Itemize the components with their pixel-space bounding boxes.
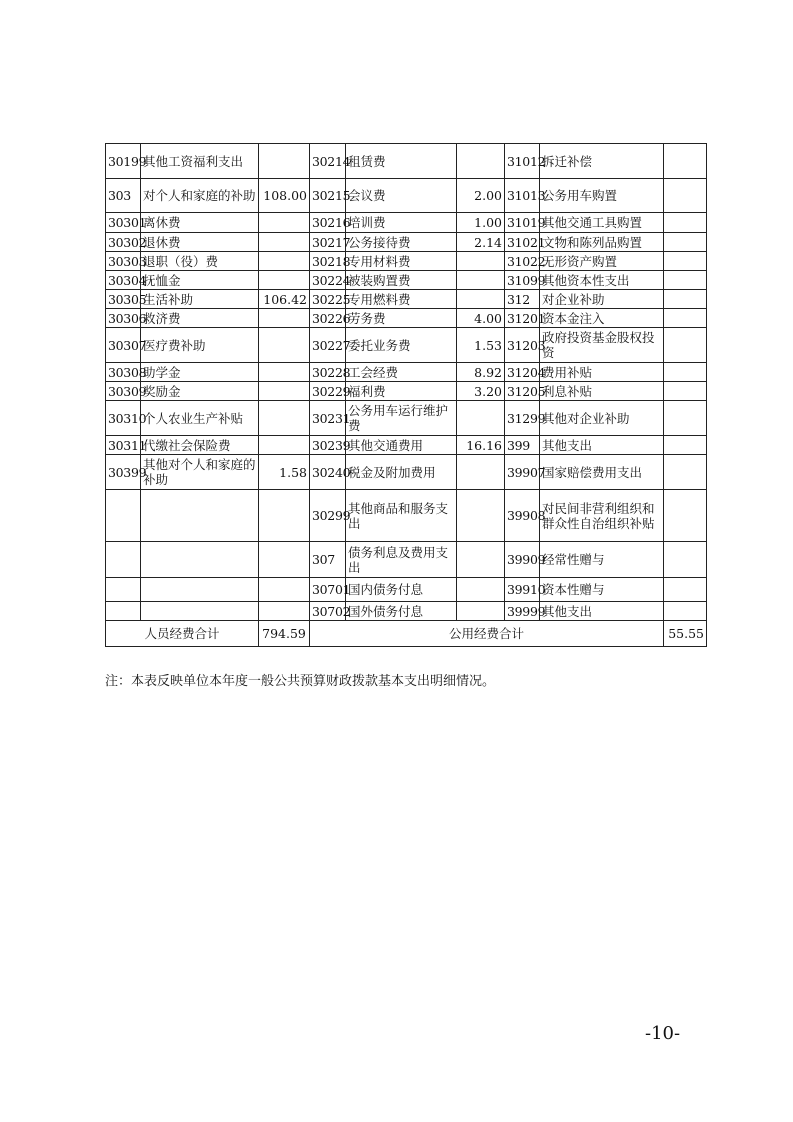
item-name-cell: 国家赔偿费用支出: [540, 455, 664, 490]
amount-cell: [259, 401, 310, 436]
item-name-cell: [141, 602, 259, 621]
economic-code-cell: 31019: [505, 213, 540, 233]
economic-code-cell: 30311: [106, 436, 141, 455]
economic-code-cell: 30199: [106, 144, 141, 179]
amount-cell: 106.42: [259, 290, 310, 309]
economic-code-cell: 30310: [106, 401, 141, 436]
amount-cell: [664, 401, 707, 436]
economic-code-cell: 39909: [505, 542, 540, 578]
economic-code-cell: 399: [505, 436, 540, 455]
table-row: [106, 328, 707, 363]
economic-code-cell: 30227: [310, 328, 346, 363]
amount-cell: [457, 271, 505, 290]
economic-code-cell: 30399: [106, 455, 141, 490]
item-name-cell: 政府投资基金股权投资: [540, 328, 664, 363]
amount-cell: 3.20: [457, 382, 505, 401]
item-name-cell: 其他商品和服务支出: [346, 490, 457, 542]
expenditure-detail-table: [105, 143, 707, 647]
item-name-cell: 费用补贴: [540, 363, 664, 382]
amount-cell: [457, 401, 505, 436]
amount-cell: 1.58: [259, 455, 310, 490]
economic-code-cell: 31099: [505, 271, 540, 290]
table-row: [106, 401, 707, 436]
economic-code-cell: [106, 578, 141, 602]
item-name-cell: 离休费: [141, 213, 259, 233]
amount-cell: [259, 309, 310, 328]
amount-cell: [664, 490, 707, 542]
item-name-cell: 委托业务费: [346, 328, 457, 363]
economic-code-cell: 30228: [310, 363, 346, 382]
amount-cell: [259, 328, 310, 363]
item-name-cell: 生活补助: [141, 290, 259, 309]
amount-cell: [664, 455, 707, 490]
table-row: [106, 602, 707, 621]
amount-cell: 108.00: [259, 179, 310, 213]
economic-code-cell: 31201: [505, 309, 540, 328]
economic-code-cell: 31021: [505, 233, 540, 252]
economic-code-cell: [106, 490, 141, 542]
item-name-cell: 资本性赠与: [540, 578, 664, 602]
economic-code-cell: 30216: [310, 213, 346, 233]
amount-cell: [259, 578, 310, 602]
amount-cell: [457, 542, 505, 578]
table-row: [106, 578, 707, 602]
amount-cell: [664, 213, 707, 233]
table-row: [106, 144, 707, 179]
economic-code-cell: 39907: [505, 455, 540, 490]
amount-cell: [457, 602, 505, 621]
table-note: 注：本表反映单位本年度一般公共预算财政拨款基本支出明细情况。: [105, 674, 496, 689]
economic-code-cell: 30302: [106, 233, 141, 252]
amount-cell: [259, 436, 310, 455]
amount-cell: [664, 382, 707, 401]
item-name-cell: 救济费: [141, 309, 259, 328]
item-name-cell: 培训费: [346, 213, 457, 233]
economic-code-cell: 30231: [310, 401, 346, 436]
table-row: [106, 252, 707, 271]
economic-code-cell: 30218: [310, 252, 346, 271]
item-name-cell: 对民间非营利组织和群众性自治组织补贴: [540, 490, 664, 542]
amount-cell: [664, 309, 707, 328]
public-total-value: 55.55: [664, 621, 707, 647]
amount-cell: 1.53: [457, 328, 505, 363]
economic-code-cell: 30217: [310, 233, 346, 252]
economic-code-cell: 30702: [310, 602, 346, 621]
amount-cell: [457, 290, 505, 309]
amount-cell: 2.00: [457, 179, 505, 213]
amount-cell: [259, 213, 310, 233]
totals-row: [106, 621, 707, 647]
economic-code-cell: 307: [310, 542, 346, 578]
item-name-cell: 工会经费: [346, 363, 457, 382]
item-name-cell: 劳务费: [346, 309, 457, 328]
economic-code-cell: 31013: [505, 179, 540, 213]
economic-code-cell: 30226: [310, 309, 346, 328]
economic-code-cell: 30224: [310, 271, 346, 290]
economic-code-cell: 31299: [505, 401, 540, 436]
economic-code-cell: 30701: [310, 578, 346, 602]
economic-code-cell: 30225: [310, 290, 346, 309]
amount-cell: [259, 542, 310, 578]
economic-code-cell: 30240: [310, 455, 346, 490]
amount-cell: [664, 271, 707, 290]
item-name-cell: 助学金: [141, 363, 259, 382]
item-name-cell: 其他支出: [540, 436, 664, 455]
economic-code-cell: 30299: [310, 490, 346, 542]
amount-cell: [259, 233, 310, 252]
economic-code-cell: 303: [106, 179, 141, 213]
item-name-cell: [141, 542, 259, 578]
public-total-label: 公用经费合计: [310, 621, 664, 647]
amount-cell: [457, 144, 505, 179]
economic-code-cell: 31012: [505, 144, 540, 179]
amount-cell: [664, 602, 707, 621]
item-name-cell: 税金及附加费用: [346, 455, 457, 490]
item-name-cell: 债务利息及费用支出: [346, 542, 457, 578]
item-name-cell: 奖励金: [141, 382, 259, 401]
item-name-cell: 文物和陈列品购置: [540, 233, 664, 252]
amount-cell: [664, 290, 707, 309]
table-row: [106, 233, 707, 252]
item-name-cell: 被装购置费: [346, 271, 457, 290]
page-number: -10-: [645, 1023, 681, 1044]
amount-cell: 4.00: [457, 309, 505, 328]
economic-code-cell: [106, 542, 141, 578]
item-name-cell: [141, 490, 259, 542]
economic-code-cell: 30305: [106, 290, 141, 309]
item-name-cell: 无形资产购置: [540, 252, 664, 271]
economic-code-cell: 30229: [310, 382, 346, 401]
amount-cell: 1.00: [457, 213, 505, 233]
amount-cell: 8.92: [457, 363, 505, 382]
economic-code-cell: 30303: [106, 252, 141, 271]
amount-cell: [664, 363, 707, 382]
economic-code-cell: 30215: [310, 179, 346, 213]
table-row: [106, 213, 707, 233]
table-body: [106, 144, 707, 647]
item-name-cell: 对企业补助: [540, 290, 664, 309]
economic-code-cell: 30214: [310, 144, 346, 179]
item-name-cell: 公务用车购置: [540, 179, 664, 213]
amount-cell: [664, 144, 707, 179]
item-name-cell: 个人农业生产补贴: [141, 401, 259, 436]
economic-code-cell: 31205: [505, 382, 540, 401]
amount-cell: [664, 233, 707, 252]
economic-code-cell: 30304: [106, 271, 141, 290]
amount-cell: [664, 179, 707, 213]
item-name-cell: 代缴社会保险费: [141, 436, 259, 455]
economic-code-cell: 30306: [106, 309, 141, 328]
amount-cell: [664, 252, 707, 271]
economic-code-cell: 30301: [106, 213, 141, 233]
table-row: [106, 309, 707, 328]
item-name-cell: 国外债务付息: [346, 602, 457, 621]
item-name-cell: 福利费: [346, 382, 457, 401]
table-row: [106, 490, 707, 542]
economic-code-cell: 31204: [505, 363, 540, 382]
item-name-cell: 公务接待费: [346, 233, 457, 252]
amount-cell: [259, 382, 310, 401]
item-name-cell: 其他支出: [540, 602, 664, 621]
item-name-cell: 国内债务付息: [346, 578, 457, 602]
item-name-cell: 公务用车运行维护费: [346, 401, 457, 436]
amount-cell: 16.16: [457, 436, 505, 455]
amount-cell: [259, 271, 310, 290]
amount-cell: [664, 328, 707, 363]
amount-cell: [259, 602, 310, 621]
amount-cell: 2.14: [457, 233, 505, 252]
economic-code-cell: 30308: [106, 363, 141, 382]
amount-cell: [664, 578, 707, 602]
economic-code-cell: 31022: [505, 252, 540, 271]
item-name-cell: 专用燃料费: [346, 290, 457, 309]
item-name-cell: 会议费: [346, 179, 457, 213]
economic-code-cell: [106, 602, 141, 621]
economic-code-cell: 30307: [106, 328, 141, 363]
table-row: [106, 179, 707, 213]
item-name-cell: 其他对企业补助: [540, 401, 664, 436]
amount-cell: [664, 436, 707, 455]
table-row: [106, 382, 707, 401]
item-name-cell: 退休费: [141, 233, 259, 252]
amount-cell: [457, 578, 505, 602]
item-name-cell: 对个人和家庭的补助: [141, 179, 259, 213]
item-name-cell: 资本金注入: [540, 309, 664, 328]
amount-cell: [259, 144, 310, 179]
table-row: [106, 436, 707, 455]
amount-cell: [259, 252, 310, 271]
item-name-cell: 其他对个人和家庭的补助: [141, 455, 259, 490]
economic-code-cell: 312: [505, 290, 540, 309]
personnel-total-label: 人员经费合计: [106, 621, 259, 647]
economic-code-cell: 39999: [505, 602, 540, 621]
economic-code-cell: 30309: [106, 382, 141, 401]
table-row: [106, 290, 707, 309]
item-name-cell: [141, 578, 259, 602]
item-name-cell: 退职（役）费: [141, 252, 259, 271]
item-name-cell: 其他资本性支出: [540, 271, 664, 290]
economic-code-cell: 31203: [505, 328, 540, 363]
economic-code-cell: 30239: [310, 436, 346, 455]
table-row: [106, 455, 707, 490]
economic-code-cell: 39908: [505, 490, 540, 542]
item-name-cell: 经常性赠与: [540, 542, 664, 578]
item-name-cell: 医疗费补助: [141, 328, 259, 363]
table-row: [106, 363, 707, 382]
amount-cell: [664, 542, 707, 578]
table-row: [106, 542, 707, 578]
item-name-cell: 专用材料费: [346, 252, 457, 271]
amount-cell: [259, 490, 310, 542]
item-name-cell: 租赁费: [346, 144, 457, 179]
item-name-cell: 其他交通费用: [346, 436, 457, 455]
item-name-cell: 其他交通工具购置: [540, 213, 664, 233]
table-row: [106, 271, 707, 290]
amount-cell: [457, 455, 505, 490]
item-name-cell: 抚恤金: [141, 271, 259, 290]
personnel-total-value: 794.59: [259, 621, 310, 647]
item-name-cell: 其他工资福利支出: [141, 144, 259, 179]
amount-cell: [457, 490, 505, 542]
economic-code-cell: 39910: [505, 578, 540, 602]
amount-cell: [259, 363, 310, 382]
item-name-cell: 利息补贴: [540, 382, 664, 401]
amount-cell: [457, 252, 505, 271]
item-name-cell: 拆迁补偿: [540, 144, 664, 179]
